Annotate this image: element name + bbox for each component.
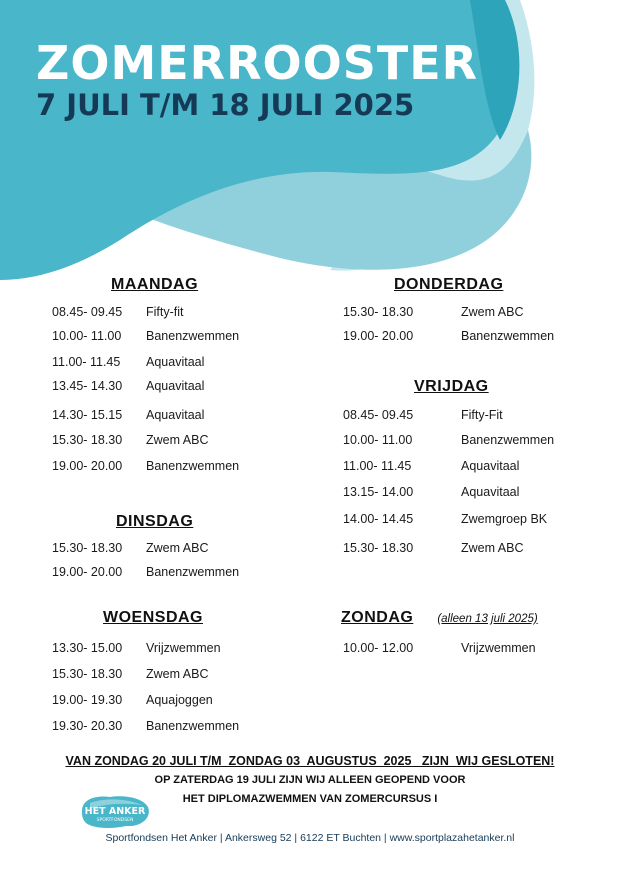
activity-name: Fifty-fit: [146, 305, 184, 319]
het-anker-logo: [76, 793, 154, 831]
opening-notice-line-1: OP ZATERDAG 19 JULI ZIJN WIJ ALLEEN GEOPEND VOOR: [154, 774, 466, 786]
time-slot: 15.30- 18.30: [52, 667, 123, 681]
opening-notice-line-2: HET DIPLOMAZWEMMEN VAN ZOMERCURSUS I: [182, 793, 438, 805]
time-slot: 19.00- 20.00: [52, 459, 123, 473]
activity-name: Aquavitaal: [461, 459, 520, 473]
activity-name: Banenzwemmen: [146, 459, 240, 473]
page-title: ZOMERROOSTER: [36, 36, 479, 90]
time-slot: 10.00- 11.00: [343, 433, 413, 447]
activity-name: Banenzwemmen: [461, 329, 555, 343]
activity-name: Banenzwemmen: [146, 329, 240, 343]
activity-name: Aquavitaal: [146, 408, 205, 422]
logo-tagline: SPORTFONDSEN: [96, 818, 134, 823]
time-slot: 08.45- 09.45: [52, 305, 123, 319]
activity-name: Banenzwemmen: [146, 719, 240, 733]
time-slot: 19.00- 20.00: [343, 329, 414, 343]
activity-name: Banenzwemmen: [461, 433, 555, 447]
time-slot: 10.00- 12.00: [343, 641, 414, 655]
footer-address: Sportfondsen Het Anker | Ankersweg 52 | 6122 ET Buchten | www.sportplazahetanker.nl: [105, 832, 515, 844]
activity-name: Vrijzwemmen: [461, 641, 536, 655]
time-slot: 10.00- 11.00: [52, 329, 122, 343]
day-heading-donderdag: DONDERDAG: [394, 276, 504, 293]
day-heading-vrijdag: VRIJDAG: [414, 378, 489, 395]
time-slot: 19.00- 20.00: [52, 565, 123, 579]
time-slot: 13.45- 14.30: [52, 379, 123, 393]
time-slot: 13.15- 14.00: [343, 485, 414, 499]
time-slot: 14.00- 14.45: [343, 512, 414, 526]
time-slot: 19.30- 20.30: [52, 719, 123, 733]
day-heading-maandag: MAANDAG: [111, 276, 199, 293]
activity-name: Aquajoggen: [146, 693, 213, 707]
activity-name: Fifty-Fit: [461, 408, 503, 422]
logo-name: HET ANKER: [84, 806, 146, 817]
date-range-subtitle: 7 JULI T/M 18 JULI 2025: [36, 88, 415, 122]
day-name: ZONDAG: [341, 609, 414, 626]
activity-name: Zwem ABC: [461, 541, 524, 555]
time-slot: 15.30- 18.30: [52, 433, 123, 447]
time-slot: 11.00- 11.45: [52, 355, 121, 369]
time-slot: 14.30- 15.15: [52, 408, 123, 422]
time-slot: 15.30- 18.30: [343, 305, 414, 319]
activity-name: Zwem ABC: [146, 433, 209, 447]
activity-name: Zwem ABC: [146, 667, 209, 681]
day-heading-zondag: [341, 609, 538, 627]
time-slot: 08.45- 09.45: [343, 408, 414, 422]
activity-name: Aquavitaal: [146, 355, 205, 369]
activity-name: Vrijzwemmen: [146, 641, 221, 655]
time-slot: 13.30- 15.00: [52, 641, 123, 655]
activity-name: Banenzwemmen: [146, 565, 240, 579]
activity-name: Zwem ABC: [146, 541, 209, 555]
activity-name: Zwem ABC: [461, 305, 524, 319]
time-slot: 15.30- 18.30: [343, 541, 414, 555]
activity-name: Aquavitaal: [461, 485, 520, 499]
day-heading-dinsdag: DINSDAG: [116, 513, 194, 530]
zondag-note: (alleen 13 juli 2025): [437, 613, 538, 625]
time-slot: 15.30- 18.30: [52, 541, 123, 555]
activity-name: Aquavitaal: [146, 379, 205, 393]
time-slot: 11.00- 11.45: [343, 459, 412, 473]
time-slot: 19.00- 19.30: [52, 693, 123, 707]
activity-name: Zwemgroep BK: [461, 512, 548, 526]
day-heading-woensdag: WOENSDAG: [103, 609, 203, 626]
closed-notice: VAN ZONDAG 20 JULI T/M ZONDAG 03 AUGUSTUS 2025 ZIJN WIJ GESLOTEN!: [65, 754, 555, 768]
